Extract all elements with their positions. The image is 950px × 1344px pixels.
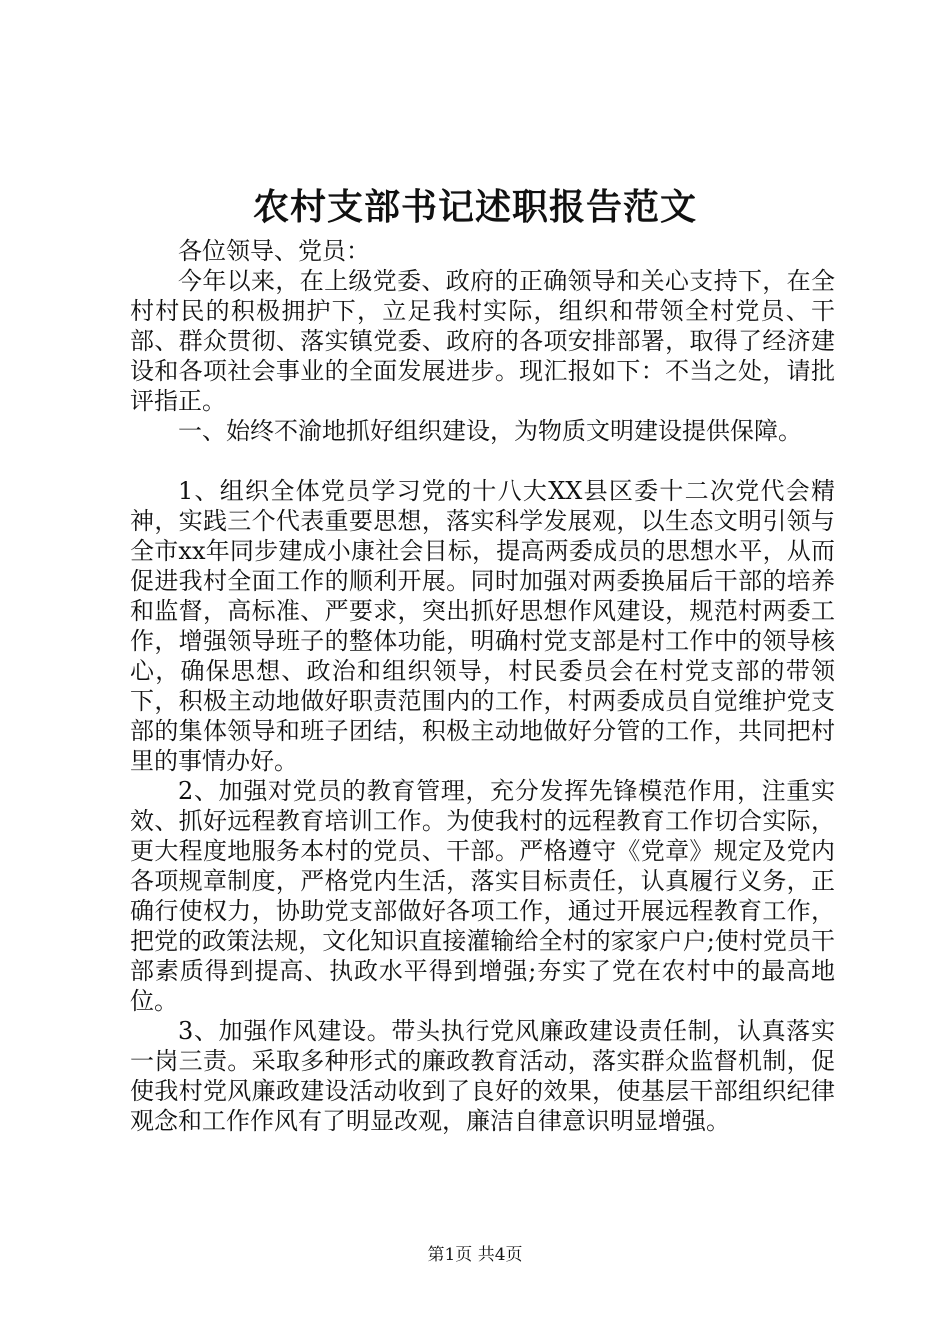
salutation: 各位领导、党员：	[178, 237, 370, 265]
paragraph-item-1: 1、组织全体党员学习党的十八大XX县区委十二次党代会精神，实践三个代表重要思想，落实科学发展观，以生态文明引领与全市xx年同步建成小康社会目标，提高两委成员的思想水平，从而促进我村全面工作的顺利开展。同时加强对两委换届后干部的培养和监督，高标准、严要求，突出抓好思想作风建设，规范村两委工作，增强领导班子的整体功能，明确村党支部是村工作中的领导核心，确保思想、政治和组织领导，村民委员会在村党支部的带领下，积极主动地做好职责范围内的工作，村两委成员自觉维护党支部的集体领导和班子团结，积极主动地做好分管的工作，共同把村里的事情办好。	[130, 477, 835, 775]
document-body	[130, 236, 835, 1136]
paragraph-item-3: 3、加强作风建设。带头执行党风廉政建设责任制，认真落实一岗三责。采取多种形式的廉政教育活动，落实群众监督机制，促使我村党风廉政建设活动收到了良好的效果，使基层干部组织纪律观念和工作作风有了明显改观，廉洁自律意识明显增强。	[130, 1017, 835, 1135]
document-title: 农村支部书记述职报告范文	[252, 186, 697, 228]
page-footer: 第1页 共4页	[427, 1245, 523, 1265]
section-heading: 一、始终不渝地抓好组织建设，为物质文明建设提供保障。	[178, 417, 802, 445]
intro-paragraph: 今年以来，在上级党委、政府的正确领导和关心支持下，在全村村民的积极拥护下，立足我村实际，组织和带领全村党员、干部、群众贯彻、落实镇党委、政府的各项安排部署，取得了经济建设和各项社会事业的全面发展进步。现汇报如下：不当之处，请批评指正。	[130, 267, 835, 415]
paragraph-item-2: 2、加强对党员的教育管理，充分发挥先锋模范作用，注重实效、抓好远程教育培训工作。为使我村的远程教育工作切合实际，更大程度地服务本村的党员、干部。严格遵守《党章》规定及党内各项规章制度，严格党内生活，落实目标责任，认真履行义务，正确行使权力，协助党支部做好各项工作，通过开展远程教育工作，把党的政策法规，文化知识直接灌输给全村的家家户户;使村党员干部素质得到提高、执政水平得到增强;夯实了党在农村中的最高地位。	[130, 777, 835, 1015]
